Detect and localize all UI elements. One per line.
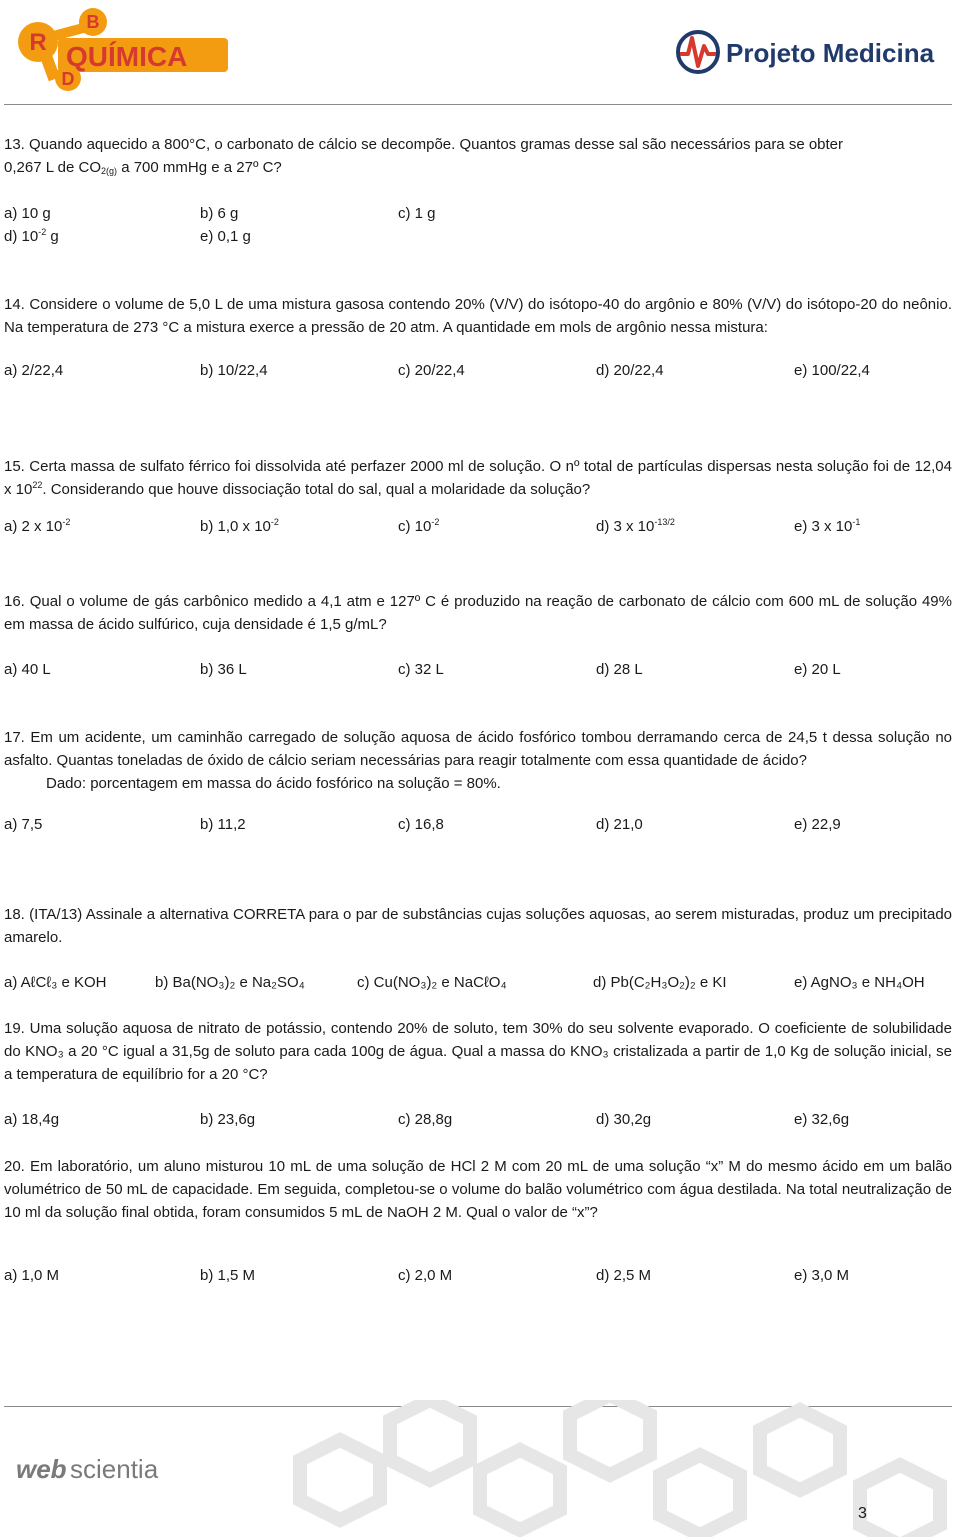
- q14-option-a[interactable]: a) 2/22,4: [4, 362, 64, 379]
- q17-option-a[interactable]: a) 7,5: [4, 816, 43, 833]
- q18-option-a[interactable]: a) AℓCℓ₃ e KOH: [4, 974, 107, 991]
- q19-option-a[interactable]: a) 18,4g: [4, 1111, 60, 1128]
- q17-option-c[interactable]: c) 16,8: [398, 816, 444, 833]
- q16-option-c[interactable]: c) 32 L: [398, 661, 444, 678]
- q15-option-b[interactable]: b) 1,0 x $10^{-2}$: [200, 517, 279, 535]
- q18-options: [4, 971, 952, 994]
- question-18: [4, 903, 952, 994]
- header-divider: [4, 104, 952, 105]
- webscientia-logo-scientia: scientia: [70, 1454, 159, 1484]
- page-number: 3: [858, 1505, 867, 1522]
- q16-option-a[interactable]: a) 40 L: [4, 661, 51, 678]
- logo-letter-b: B: [86, 12, 100, 32]
- question-16: [4, 590, 952, 681]
- q16-option-d[interactable]: d) 28 L: [596, 661, 643, 678]
- question-19: [4, 1017, 952, 1131]
- q13-option-d[interactable]: d) $10^{-2}$ g: [4, 227, 59, 245]
- q14-option-c[interactable]: c) 20/22,4: [398, 362, 465, 379]
- q15-option-e[interactable]: e) 3 x $10^{-1}$: [794, 517, 861, 535]
- q18-option-e[interactable]: e) AgNO₃ e NH₄OH: [794, 974, 925, 991]
- q17-option-d[interactable]: d) 21,0: [596, 816, 643, 833]
- q15-option-a[interactable]: a) 2 x $10^{-2}$: [4, 517, 71, 535]
- projeto-medicina-text: Projeto Medicina: [726, 38, 935, 68]
- q15-option-c[interactable]: c) $10^{-2}$: [398, 517, 440, 535]
- q13-option-e[interactable]: e) 0,1 g: [200, 228, 251, 245]
- q19-option-e[interactable]: e) 32,6g: [794, 1111, 850, 1128]
- q19-text: 19. Uma solução aquosa de nitrato de potássio, contendo 20% de soluto, tem 30% do seu solvente evaporado. O coeficiente de solubilidade do KNO₃ a 20 °C igual a 31,5g de soluto para cada 100g de água. Qual a massa do KNO₃ cristalizada a partir de 1,0 Kg de solução inicial, se a temperatura de equilíbrio for a 20 °C?: [4, 1020, 952, 1083]
- q18-option-b[interactable]: b) Ba(NO₃)₂ e Na₂SO₄: [155, 974, 305, 991]
- q14-option-e[interactable]: e) 100/22,4: [794, 362, 870, 379]
- q13-options-row2: [4, 225, 952, 248]
- question-13: [4, 133, 952, 248]
- q14-option-b[interactable]: b) 10/22,4: [200, 362, 268, 379]
- q15-text: 15. Certa massa de sulfato férrico foi dissolvida até perfazer 2000 ml de solução. O nº total de partículas dispersas nesta solução foi de 12,04 x $10^{22}$. Considerando que houve dissociação total do sal, qual a molaridade da solução?: [4, 458, 952, 498]
- q20-options: [4, 1264, 952, 1287]
- q16-option-e[interactable]: e) 20 L: [794, 661, 841, 678]
- q14-options: [4, 359, 952, 382]
- logo-letter-r: R: [29, 29, 47, 56]
- q19-options: [4, 1108, 952, 1131]
- webscientia-logo-web: web: [16, 1454, 67, 1484]
- q14-text: 14. Considere o volume de 5,0 L de uma mistura gasosa contendo 20% (V/V) do isótopo-40 do argônio e 80% (V/V) do isótopo-20 do neônio. Na temperatura de 273 °C a mistura exerce a pressão de 20 atm. A quantidade em mols de argônio nessa mistura:: [4, 296, 952, 336]
- q19-option-c[interactable]: c) 28,8g: [398, 1111, 453, 1128]
- q20-text: 20. Em laboratório, um aluno misturou 10 mL de uma solução de HCl 2 M com 20 mL de uma solução “x” M do mesmo ácido em um balão volumétrico de 50 mL de capacidade. Em seguida, completou-se o volume do balão volumétrico com água destilada. Na total neutralização de 10 ml da solução final obtida, foram consumidos 5 mL de NaOH 2 M. Qual o valor de “x”?: [4, 1158, 952, 1221]
- footer-hexagon-pattern: [0, 1400, 960, 1537]
- q16-text: 16. Qual o volume de gás carbônico medido a 4,1 atm e 127º C é produzido na reação de carbonato de cálcio com 600 mL de solução 49% em massa de ácido sulfúrico, cuja densidade é 1,5 g/mL?: [4, 593, 952, 633]
- q15-option-d[interactable]: d) 3 x $10^{-13/2}$: [596, 517, 675, 535]
- q18-option-d[interactable]: d) Pb(C₂H₃O₂)₂ e KI: [593, 974, 727, 991]
- q13-option-a[interactable]: a) 10 g: [4, 205, 51, 222]
- logo-letter-d: D: [61, 69, 75, 89]
- question-14: [4, 293, 952, 382]
- q15-options: [4, 515, 952, 538]
- rbd-quimica-logo: [8, 4, 238, 94]
- q13-options-row1: [4, 202, 952, 225]
- q20-option-e[interactable]: e) 3,0 M: [794, 1267, 850, 1284]
- q20-option-d[interactable]: d) 2,5 M: [596, 1267, 652, 1284]
- q20-option-b[interactable]: b) 1,5 M: [200, 1267, 256, 1284]
- q19-option-d[interactable]: d) 30,2g: [596, 1111, 652, 1128]
- q20-option-c[interactable]: c) 2,0 M: [398, 1267, 453, 1284]
- q13-line2: 0,267 L de $CO_{2(g)}$ a 700 mmHg e a 27º C?: [4, 159, 282, 176]
- page-footer: [0, 1400, 960, 1537]
- q17-text: 17. Em um acidente, um caminhão carregado de solução aquosa de ácido fosfórico tombou derramando cerca de 24,5 t dessa solução no asfalto. Quantas toneladas de óxido de cálcio seriam necessárias para reagir totalmente com essa quantidade de ácido?: [4, 729, 952, 769]
- question-15: [4, 455, 952, 538]
- q16-option-b[interactable]: b) 36 L: [200, 661, 247, 678]
- q16-options: [4, 658, 952, 681]
- question-17: [4, 726, 952, 836]
- q17-option-e[interactable]: e) 22,9: [794, 816, 841, 833]
- q20-option-a[interactable]: a) 1,0 M: [4, 1267, 60, 1284]
- q17-option-b[interactable]: b) 11,2: [200, 816, 246, 833]
- q13-option-c[interactable]: c) 1 g: [398, 205, 436, 222]
- q14-option-d[interactable]: d) 20/22,4: [596, 362, 664, 379]
- logo-word-quimica: QUÍMICA: [66, 41, 188, 72]
- q18-option-c[interactable]: c) Cu(NO₃)₂ e NaCℓO₄: [357, 974, 507, 991]
- q19-option-b[interactable]: b) 23,6g: [200, 1111, 256, 1128]
- question-20: [4, 1155, 952, 1287]
- q18-text: 18. (ITA/13) Assinale a alternativa CORRETA para o par de substâncias cujas soluções aquosas, ao serem misturadas, produz um precipitado amarelo.: [4, 906, 952, 946]
- q13-option-b[interactable]: b) 6 g: [200, 205, 239, 222]
- q17-options: [4, 813, 952, 836]
- page-header: [0, 0, 960, 100]
- projeto-medicina-logo: [676, 24, 956, 80]
- q13-line1: 13. Quando aquecido a 800°C, o carbonato de cálcio se decompõe. Quantos gramas desse sal são necessários para se obter: [4, 136, 844, 153]
- q17-dado: Dado: porcentagem em massa do ácido fosfórico na solução = 80%.: [46, 775, 501, 792]
